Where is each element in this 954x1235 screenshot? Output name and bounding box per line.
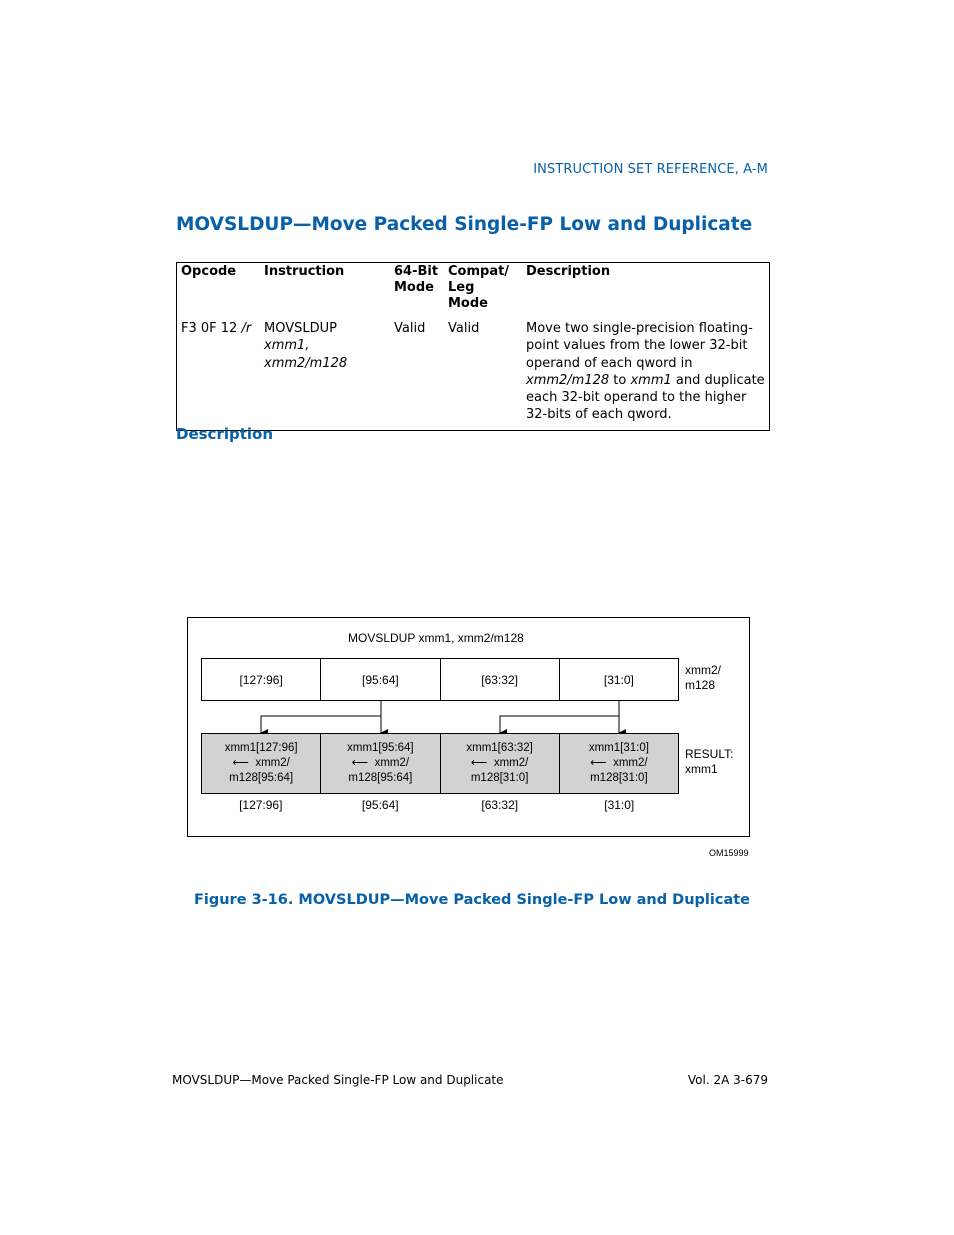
result-register-label — [685, 747, 733, 777]
result-dest: xmm1[127:96] — [224, 742, 298, 754]
result-src-range: m128[31:0] — [470, 772, 529, 784]
instruction-operands: xmm1, xmm2/m128 — [264, 338, 348, 371]
header-opcode: Opcode — [181, 264, 237, 279]
desc-part: Move two single-precision floating-point values from the lower 32-bit operand of each qword in — [526, 321, 753, 371]
arrow-95-64-to-127-96 — [261, 716, 381, 733]
table-header-row — [177, 263, 770, 321]
opcode-text: F3 0F 12 — [181, 321, 242, 336]
source-cell: [63:32] — [440, 659, 559, 700]
source-register-label — [685, 663, 721, 693]
figure-caption: Figure 3-16. MOVSLDUP—Move Packed Single-FP Low and Duplicate — [193, 892, 751, 908]
result-label-line: RESULT: — [685, 747, 734, 761]
result-label-line: xmm1 — [685, 762, 718, 776]
result-cell — [202, 734, 320, 793]
cell-opcode — [177, 320, 261, 430]
result-register-row — [201, 733, 679, 794]
footer-page-number: Vol. 2A 3-679 — [687, 1073, 768, 1087]
result-src: xmm2/ — [613, 757, 648, 769]
cell-description — [522, 320, 770, 430]
left-arrow-icon: ⟵ — [590, 757, 607, 769]
source-label-line: m128 — [685, 678, 716, 692]
page-title: MOVSLDUP—Move Packed Single-FP Low and Duplicate — [176, 214, 753, 235]
left-arrow-icon: ⟵ — [232, 757, 249, 769]
bit-label: [95:64] — [361, 798, 399, 812]
table-row — [177, 320, 770, 430]
bit-label: [127:96] — [239, 798, 283, 812]
footer-left: MOVSLDUP—Move Packed Single-FP Low and Duplicate — [172, 1073, 504, 1087]
result-dest: xmm1[95:64] — [347, 742, 414, 754]
running-header: INSTRUCTION SET REFERENCE, A-M — [533, 162, 768, 177]
desc-part: and duplicate each 32-bit operand to the higher 32-bits of each qword. — [526, 372, 765, 423]
result-dest: xmm1[63:32] — [466, 742, 533, 754]
source-cell: [31:0] — [559, 659, 678, 700]
header-description: Description — [526, 264, 611, 279]
header-instruction: Instruction — [264, 264, 345, 279]
result-cell — [320, 734, 439, 793]
figure-id: OM15999 — [709, 848, 749, 858]
arrow-31-0-to-63-32 — [500, 716, 619, 733]
result-src-range: m128[95:64] — [229, 772, 294, 784]
source-cell: [95:64] — [320, 659, 439, 700]
result-dest: xmm1[31:0] — [588, 742, 649, 754]
duplicate-arrows — [201, 700, 679, 734]
opcode-modrm: /r — [241, 321, 252, 336]
header-64bit-mode: 64-Bit Mode — [394, 264, 439, 295]
result-src-range: m128[95:64] — [348, 772, 413, 784]
result-cell — [559, 734, 678, 793]
cell-64bit-mode: Valid — [394, 321, 426, 336]
result-src: xmm2/ — [374, 757, 410, 769]
result-src: xmm2/ — [493, 757, 529, 769]
desc-operand-dst: xmm1 — [630, 372, 672, 388]
header-compat-leg-mode: Compat/ Leg Mode — [448, 264, 510, 311]
source-label-line: xmm2/ — [685, 663, 721, 677]
bit-label: [31:0] — [604, 798, 635, 812]
result-cell — [440, 734, 559, 793]
result-src: xmm2/ — [255, 757, 290, 769]
desc-part: to — [609, 372, 631, 388]
source-register-row — [201, 658, 679, 701]
result-bit-labels — [201, 798, 679, 812]
bit-label: [63:32] — [481, 798, 519, 812]
cell-compat-mode: Valid — [448, 321, 480, 336]
figure-instruction-label: MOVSLDUP xmm1, xmm2/m128 — [348, 631, 524, 645]
left-arrow-icon: ⟵ — [351, 757, 369, 769]
result-src-range: m128[31:0] — [590, 772, 648, 784]
cell-instruction — [260, 320, 390, 430]
desc-operand-src: xmm2/m128 — [526, 372, 610, 388]
instruction-mnemonic: MOVSLDUP — [264, 321, 337, 336]
source-cell: [127:96] — [239, 672, 283, 687]
left-arrow-icon: ⟵ — [470, 757, 488, 769]
section-heading-description: Description — [176, 425, 274, 443]
opcode-table — [176, 262, 770, 431]
